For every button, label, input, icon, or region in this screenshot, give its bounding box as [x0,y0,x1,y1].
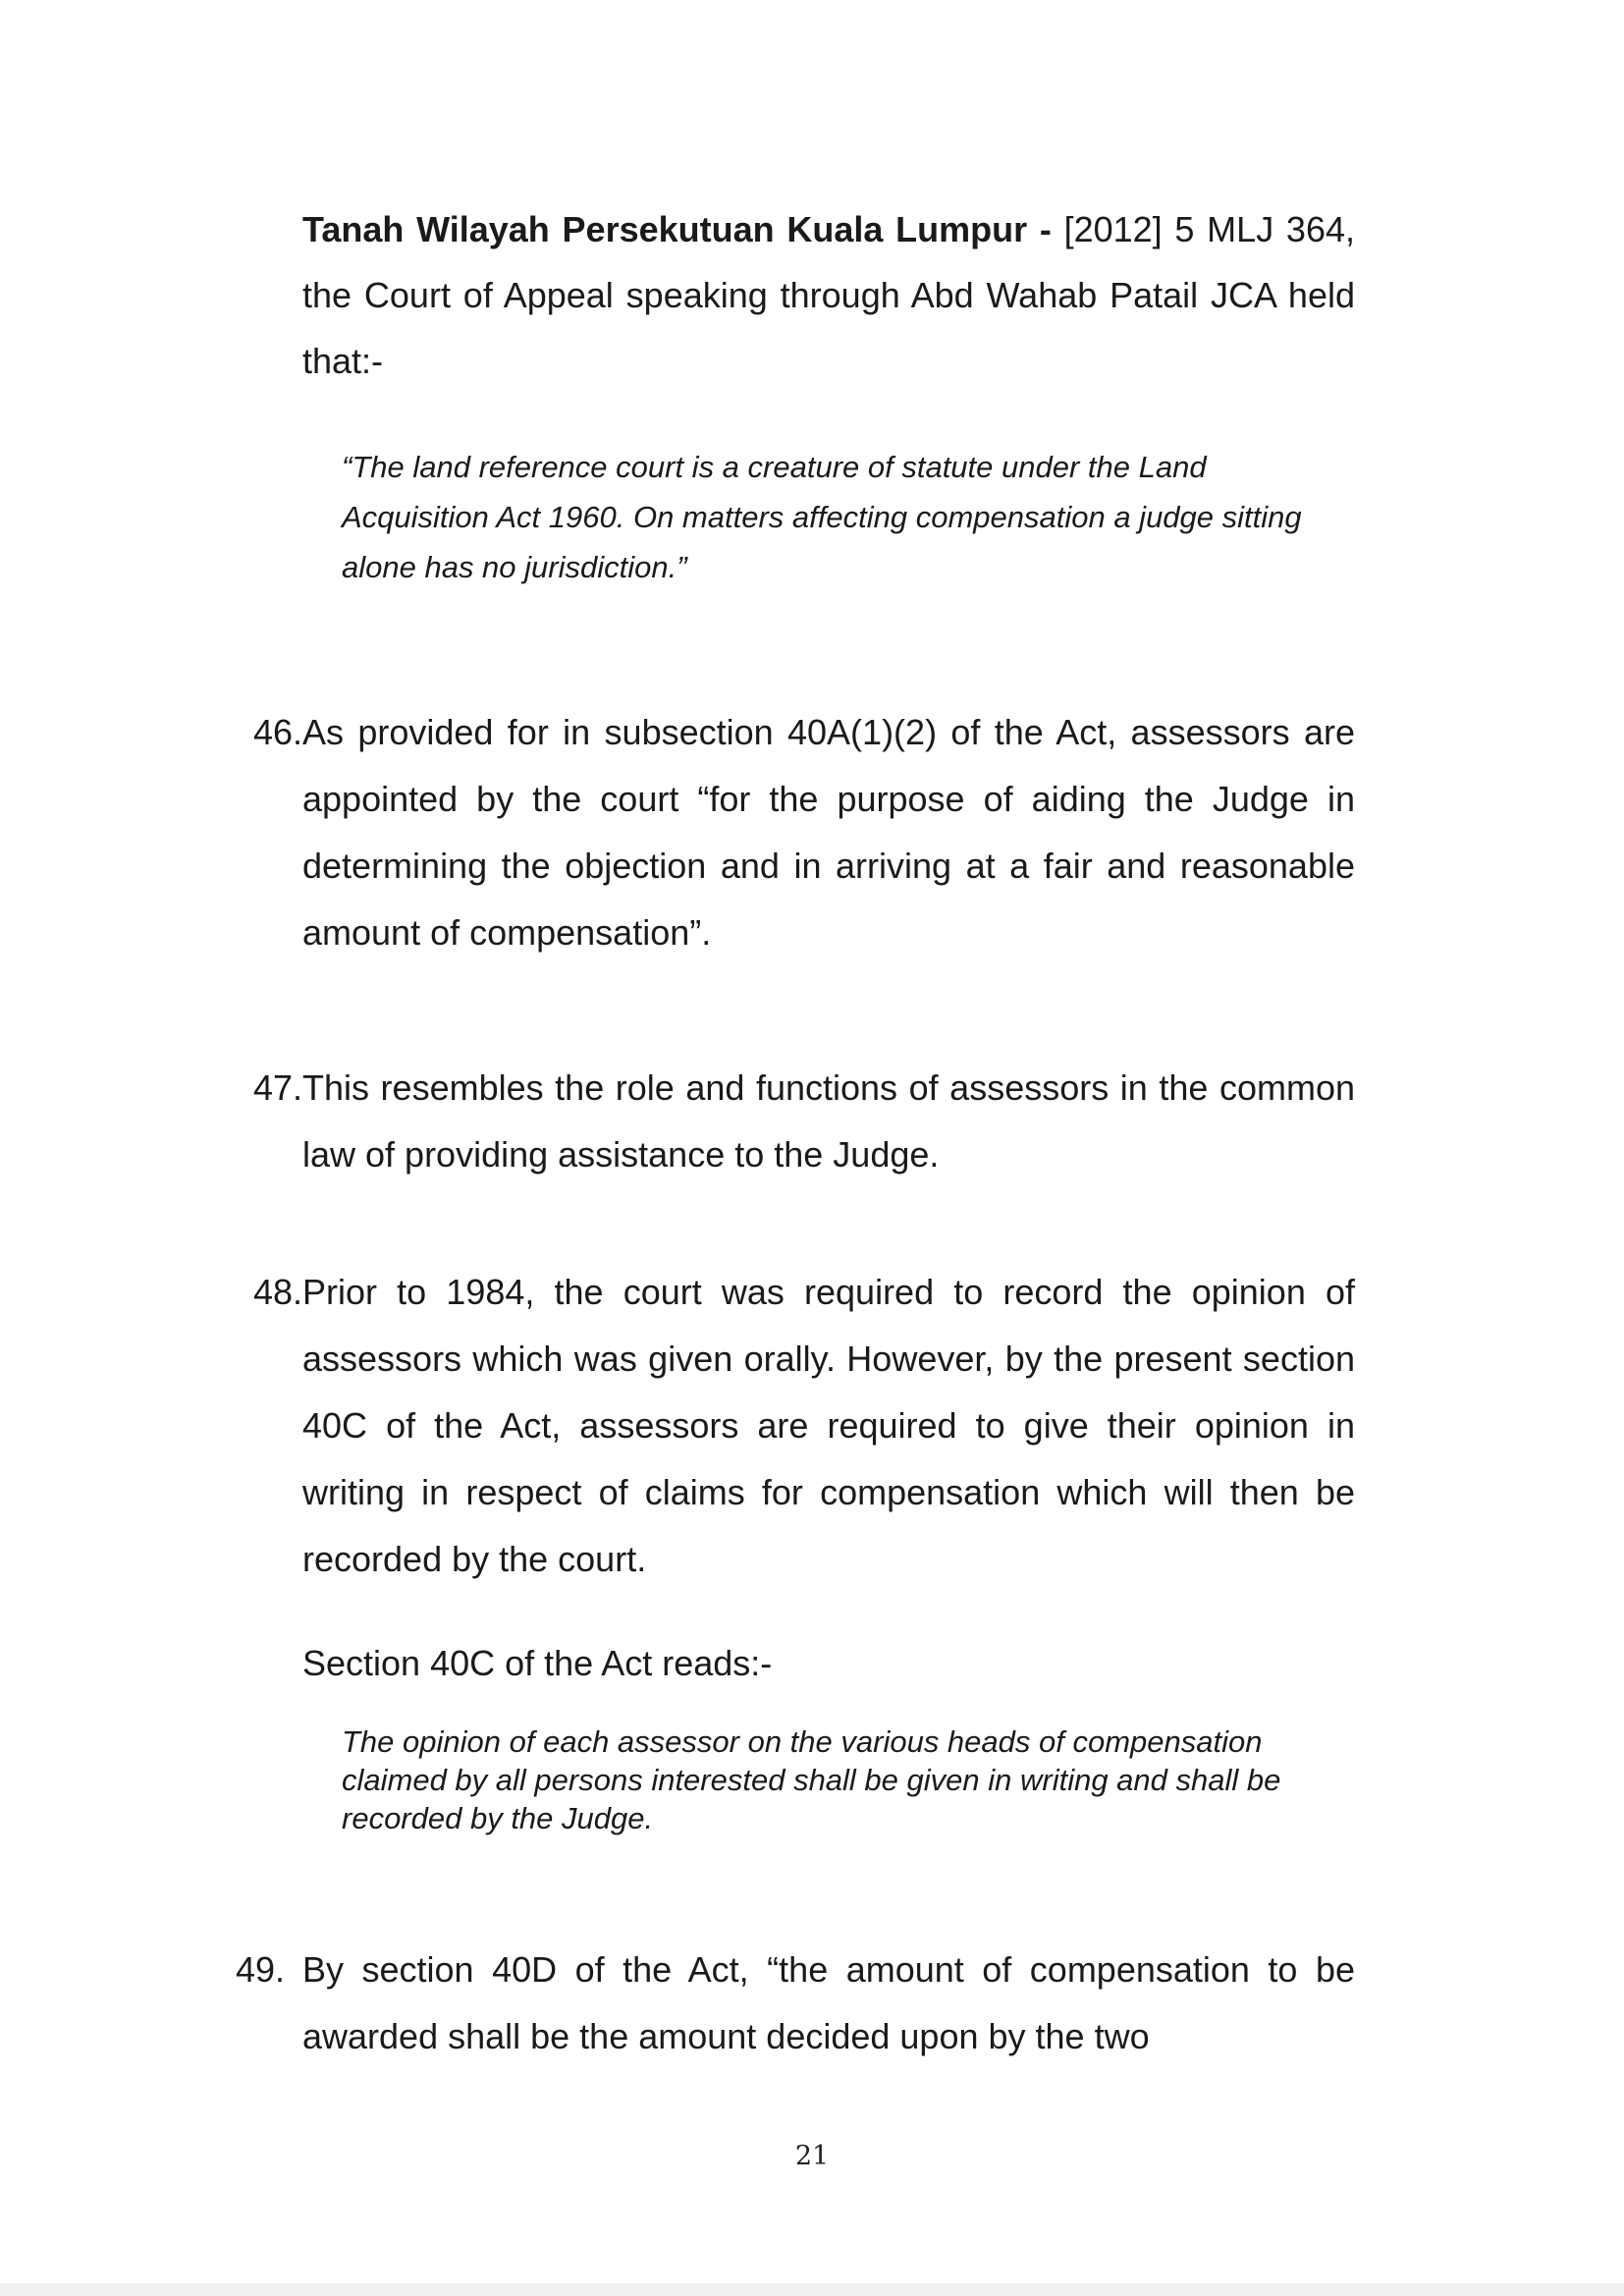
paragraph-48: Prior to 1984, the court was required to record the opinion of assessors which was given orally. However, by the present section 40C of the Act, assessors are required to give their opinion in writing in respect of claims for compensation which will then be recorded by the court. [302,1272,1355,1579]
intro-paragraph [302,196,1355,394]
case-name: Tanah Wilayah Persekutuan Kuala Lumpur [302,209,1028,249]
scan-bottom-edge [0,2283,1624,2296]
paragraph-number-47: 47. [253,1067,303,1108]
page-number: 21 [794,2141,830,2171]
case-dash: - [1027,209,1064,249]
quote-section-40c: The opinion of each assessor on the various heads of compensation claimed by all persons interested shall be given in writing and shall be recorded by the Judge. [342,1724,1281,1835]
section-40c-intro: Section 40C of the Act reads:- [302,1643,773,1683]
paragraph-47: This resembles the role and functions of assessors in the common law of providing assistance to the Judge. [302,1067,1355,1175]
paragraph-number-48: 48. [253,1272,303,1312]
paragraph-46: As provided for in subsection 40A(1)(2) of the Act, assessors are appointed by the court “for the purpose of aiding the Judge in determining the objection and in arriving at a fair and reasonable amount of compensation”. [302,712,1355,953]
paragraph-49: By section 40D of the Act, “the amount of compensation to be awarded shall be the amount decided upon by the two [302,1949,1355,2056]
paragraph-number-49: 49. [236,1949,286,1990]
case-citation: [2012] 5 MLJ 364, the Court of Appeal speaking through Abd Wahab Patail JCA held that:- [302,209,1355,381]
quote-land-reference-court: “The land reference court is a creature of statute under the Land Acquisition Act 1960. On matters affecting compensation a judge sitting alone has no jurisdiction.” [342,450,1302,584]
paragraph-number-46: 46. [253,712,303,752]
